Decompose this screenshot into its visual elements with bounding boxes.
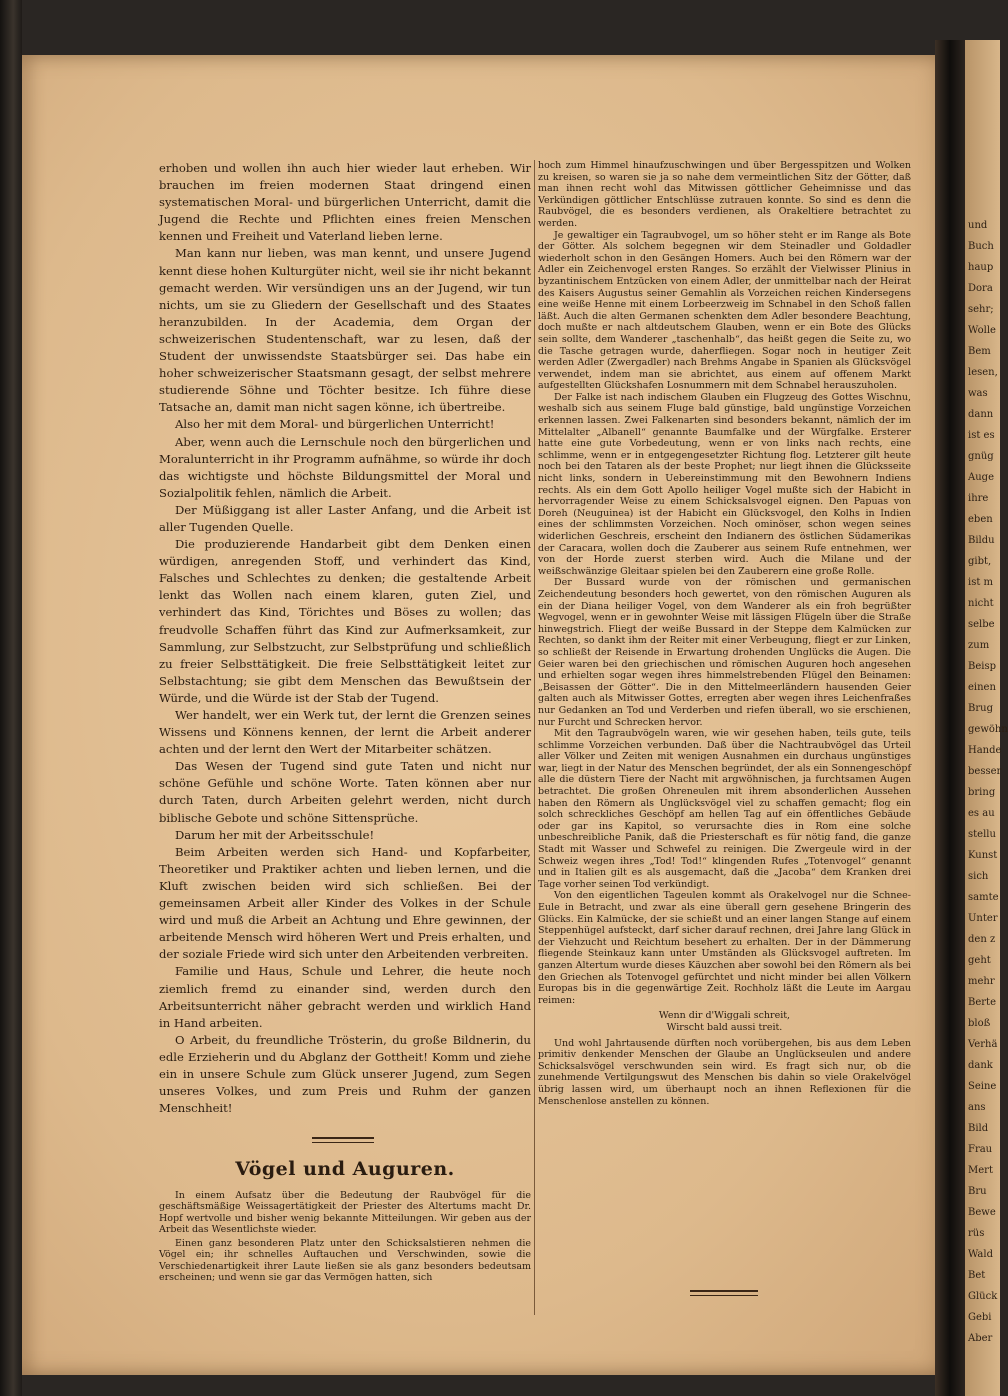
paragraph: Und wohl Jahrtausende dürften noch vorübergehen, bis aus dem Leben primitiv denkender Menschen der Glaube an Unglückseulen und andere Schicksalsvögel verschwunden sein wird. Es fragt sich nur, ob die zunehmende Vertilgungswut des Menschen bis dahin so viele Orakelvögel übrig lassen wird, um überhaupt noch an ihnen Reflexionen für die Menschenlose anstellen zu können.	[538, 1037, 911, 1107]
column-divider	[534, 160, 535, 1315]
right-column	[538, 160, 911, 1107]
adjacent-page-fragment: den z	[968, 934, 996, 945]
adjacent-page-fragment: lesen,	[968, 367, 998, 378]
adjacent-page-fragment: ist m	[968, 577, 994, 588]
paragraph: Aber, wenn auch die Lernschule noch den bürgerlichen und Moralunterricht in ihr Programm aufnähme, so würde ihr doch das wichtigste und höchste Bildungsmittel der Moral und Sozialpolitik fehlen, nämlich die Arbeit.	[159, 434, 531, 500]
adjacent-page-fragment: samte	[968, 892, 999, 903]
adjacent-page-fragment: Berte	[968, 997, 996, 1008]
left-column	[159, 160, 531, 1117]
adjacent-page-fragment: stellu	[968, 829, 996, 840]
adjacent-page-fragment: mehr	[968, 976, 995, 987]
adjacent-page-fragment: und	[968, 220, 988, 231]
adjacent-page-fragment: dank	[968, 1060, 993, 1071]
adjacent-page-fragment: Bild	[968, 1123, 989, 1134]
paragraph: Der Bussard wurde von der römischen und germanischen Zeichendeutung besonders hoch gewertet, von den römischen Auguren als ein der Diana heiliger Vogel, von dem Wanderer als ein froh begrüßter Wegvogel, wenn er in gewohnter Weise mit lässigen Flügeln über die Straße hinwegstrich. Fliegt der weiße Bussard in der Steppe dem Kalmücken zur Rechten, so dankt ihm der Reiter mit einer Verbeugung, fliegt er zur Linken, so schließt der Reisende in Erwartung drohenden Unglücks die Augen. Die Geier waren bei den griechischen und römischen Auguren hoch angesehen und erhielten sogar wegen ihres himmelstrebenden Flügel den Beinamen: „Beisassen der Götter“. Die in den Mittelmeerländern hausenden Geier galten auch als Mitwisser Gottes, erregten aber wegen ihres Leichenfraßes nur Gedanken an Tod und Verderben und riefen überall, wo sie erschienen, nur Furcht und Schrecken hervor.	[538, 577, 911, 728]
adjacent-page-fragment: gewöhn	[968, 724, 1008, 735]
adjacent-page-fragment: bring	[968, 787, 996, 798]
section-divider	[312, 1137, 374, 1143]
adjacent-page-fragment: haup	[968, 262, 994, 273]
paragraph: Wer handelt, wer ein Werk tut, der lernt die Grenzen seines Wissens und Könnens kennen, der lernt die Arbeit anderer achten und der lernt den Wert der Mitarbeiter schätzen.	[159, 708, 531, 757]
poem-line: Wirscht bald aussi treit.	[666, 1021, 783, 1033]
paragraph: Familie und Haus, Schule und Lehrer, die heute noch ziemlich fremd zu einander sind, werden durch den Arbeitsunterricht näher gebracht werden und wirklich Hand in Hand arbeiten.	[159, 964, 531, 1030]
adjacent-page-fragment: Bet	[968, 1270, 986, 1281]
adjacent-page-fragment: sich	[968, 871, 989, 882]
article-title: Vögel und Auguren.	[235, 1158, 455, 1180]
adjacent-page-fragment: Buch	[968, 241, 994, 252]
adjacent-page-fragment: Bewe	[968, 1207, 996, 1218]
adjacent-page-fragment: Bru	[968, 1186, 987, 1197]
adjacent-page-fragment: Brug	[968, 703, 993, 714]
paragraph: Einen ganz besonderen Platz unter den Schicksalstieren nehmen die Vögel ein; ihr schnelles Auftauchen und Verschwinden, sowie die Verschiedenartigkeit ihrer Laute ließen sie als ganz besonders bedeutsam erscheinen; und wenn sie gar das Vermögen hatten, sich	[159, 1238, 531, 1284]
adjacent-page-fragment: Seine	[968, 1081, 997, 1092]
adjacent-page-fragment: zum	[968, 640, 990, 651]
adjacent-page-fragment: was	[968, 388, 988, 399]
adjacent-page-fragment: es au	[968, 808, 995, 819]
paragraph: Die produzierende Handarbeit gibt dem Denken einen würdigen, anregenden Stoff, und verhindert das Kind, Falsches und Schlechtes zu denken; die gestaltende Arbeit lenkt das Wollen nach einem klaren, guten Ziel, und verhindert das Kind, Törichtes und Böses zu wollen; das freudvolle Schaffen führt das Kind zur Aufmerksamkeit, zur Sammlung, zur Selbstzucht, zur Selbstprüfung und schließlich zu freier Selbsttätigkeit. Die freie Selbsttätigkeit leitet zur Selbstachtung; sie gibt dem Menschen das Bewußtsein der Würde, und die Würde ist der Stab der Tugend.	[159, 537, 531, 705]
paragraph: Das Wesen der Tugend sind gute Taten und nicht nur schöne Gefühle und schöne Worte. Taten können aber nur durch Taten, durch Arbeiten gelehrt werden, nicht durch biblische Gebote und schöne Sittensprüche.	[159, 759, 531, 825]
adjacent-page-fragment: ans	[968, 1102, 986, 1113]
adjacent-page-fragment: gnüg	[968, 451, 994, 462]
adjacent-page-fragment: Verhä	[968, 1039, 998, 1050]
paragraph: Also her mit dem Moral- und bürgerlichen Unterricht!	[175, 417, 495, 432]
adjacent-page-fragment: sehr;	[968, 304, 994, 315]
adjacent-page-fragment: besser	[968, 766, 1002, 777]
adjacent-page-fragment: ihre	[968, 493, 989, 504]
adjacent-page-fragment: Hande	[968, 745, 1002, 756]
adjacent-page-fragment: Beisp	[968, 661, 996, 672]
paragraph: Der Müßiggang ist aller Laster Anfang, und die Arbeit ist aller Tugenden Quelle.	[159, 502, 531, 534]
adjacent-page-fragment: Wolle	[968, 325, 996, 336]
paragraph: Man kann nur lieben, was man kennt, und unsere Jugend kennt diese hohen Kulturgüter nicht, weil sie ihr nicht bekannt gemacht werden. Wir versündigen uns an der Jugend, wir tun nichts, um sie zu Gliedern der Gesellschaft und des Staates heranzubilden. In der Academia, dem Organ der schweizerischen Studentenschaft, war zu lesen, daß der Student der unwissendste Staatsbürger sei. Das habe ein hoher schweizerischer Staatsmann gesagt, der selbst mehrere studierende Söhne und Töchter besitze. Ich führe diese Tatsache an, damit man nicht sagen könne, ich übertreibe.	[159, 246, 531, 415]
paragraph: Von den eigentlichen Tageulen kommt als Orakelvogel nur die Schnee-Eule in Betracht, und zwar als eine überall gern gesehene Bringerin des Glücks. Ein Kalmücke, der sie schießt und an einer langen Stange auf einem Steppenhügel aufsteckt, darf sicher darauf rechnen, drei Jahre lang Glück in der Viehzucht und Reichtum besehert zu erhalten. Der in der Dämmerung fliegende Steinkauz kann unter Umständen als Glücksvogel auftreten. Im ganzen Altertum wurde dieses Käuzchen aber sowohl bei den Römern als bei den Griechen als Totenvogel gefürchtet und nicht minder bei allen Völkern Europas bis in die gegenwärtige Zeit. Rochholz läßt die Leute im Aargau reimen:	[538, 890, 911, 1006]
adjacent-page-fragment: Mert	[968, 1165, 993, 1176]
poem-line: Wenn dir d'Wiggali schreit,	[658, 1010, 791, 1022]
adjacent-page-fragment: einen	[968, 682, 996, 693]
paragraph: In einem Aufsatz über die Bedeutung der Raubvögel für die geschäftsmäßige Weissagertätigkeit der Priester des Altertums macht Dr. Hopf wertvolle und bisher wenig bekannte Mitteilungen. Wir geben aus der Arbeit das Wesentlichste wieder.	[159, 1190, 531, 1235]
adjacent-page-edge	[965, 40, 1008, 1396]
adjacent-page-fragment: bloß	[968, 1018, 991, 1029]
poem	[538, 1010, 911, 1033]
adjacent-page-fragment: Frau	[968, 1144, 993, 1155]
adjacent-page-fragment: rüs	[968, 1228, 985, 1239]
paragraph: O Arbeit, du freundliche Trösterin, du große Bildnerin, du edle Erzieherin und du Abglanz der Gottheit! Komm und ziehe ein in unsere Schule zum Glück unserer Jugend, zum Segen unseres Volkes, und zum Preis und Ruhm der ganzen Menschheit!	[159, 1032, 531, 1116]
adjacent-page-fragment: Bem	[968, 346, 991, 357]
adjacent-page-fragment: geht	[968, 955, 991, 966]
adjacent-page-fragment: dann	[968, 409, 994, 420]
book-gutter	[935, 40, 965, 1396]
adjacent-page-fragment: ist es	[968, 430, 995, 441]
adjacent-page-fragment: nicht	[968, 598, 994, 609]
adjacent-page-fragment: eben	[968, 514, 993, 525]
paragraph: Darum her mit der Arbeitsschule!	[175, 827, 375, 842]
paragraph: Der Falke ist nach indischem Glauben ein Flugzeug des Gottes Wischnu, weshalb sich aus seinem Fluge bald günstige, bald ungünstige Vorzeichen erkennen lassen. Zwei Falkenarten sind besonders bekannt, nämlich der im Mittelalter „Albanell“ genannte Baumfalke und der Würgfalke. Ersterer hatte eine gute Vorbedeutung, wenn er von links nach rechts, eine schlimme, wenn er in entgegengesetzter Richtung flog. Letzterer gilt heute noch bei den Tataren als der beste Prophet; nur liegt ihnen die Glücksseite nicht links, sondern in Uebereinstimmung mit den Bewohnern Indiens rechts. Als ein dem Gott Apollo heiliger Vogel mußte sich der Habicht in hervorragender Weise zu einem Schicksalsvogel eignen. Den Papuas von Doreh (Neuguinea) ist der Habicht ein Glücksvogel, den Kolhs in Indien eines der schlimmsten Vorzeichen. Noch ominöser, schon wegen seines widerlichen Geschreis, erscheint den Indianern des östlichen Südamerikas der Caracara, wollen doch die Zauberer aus seinem Rufe entnehmen, wer von der Horde zuerst sterben wird. Auch die Milane und der weißschwänzige Gleitaar spielen bei den Zauberern eine große Rolle.	[538, 391, 911, 577]
adjacent-page-fragment: selbe	[968, 619, 995, 630]
adjacent-page-fragment: Dora	[968, 283, 993, 294]
paragraph: erhoben und wollen ihn auch hier wieder laut erheben. Wir brauchen im freien modernen Staat dringend einen systematischen Moral- und bürgerlichen Unterricht, damit die Jugend die Rechte und Pflichten eines freien Menschen kennen und Freiheit und Vaterland lieben lerne.	[159, 161, 531, 244]
adjacent-page-fragment: Glück	[968, 1291, 998, 1302]
adjacent-page-fragment: Aber	[968, 1333, 993, 1344]
adjacent-page-fragment: Gebi	[968, 1312, 992, 1323]
paragraph: Je gewaltiger ein Tagraubvogel, um so höher steht er im Range als Bote der Götter. Als solchem begegnen wir dem Steinadler und Goldadler wiederholt schon in den Gesängen Homers. Auch bei den Römern war der Adler ein Zeichenvogel ersten Ranges. So erzählt der Vielwisser Plinius in byzantinischem Entzücken von einem Adler, der unmittelbar nach der Heirat des Kaisers Augustus seiner Gemahlin als Vorzeichen reichen Kindersegens eine weiße Henne mit einem Lorbeerzweig im Schnabel in den Schoß fallen läßt. Auch die alten Germanen schenkten dem Adler besondere Beachtung, doch mußte er nach altdeutschem Glauben, wenn er ein Bote des Glücks sein sollte, dem Wanderer „taschenhalb“, das heißt gegen die Seite zu, wo die Tasche getragen wurde, daherfliegen. Sogar noch in heutiger Zeit werden Adler (Zwergadler) nach Brehms Angabe in Spanien als Glücksvögel verwendet, indem man sie abrichtet, aus einem auf offenem Markt aufgestellten Glückshafen Losnummern mit dem Schnabel herauszuholen.	[538, 229, 911, 392]
paragraph: hoch zum Himmel hinaufzuschwingen und über Bergesspitzen und Wolken zu kreisen, so waren sie ja so nahe dem vermeintlichen Sitz der Götter, daß man ihnen recht wohl das Mitwissen göttlicher Geheimnisse und das Verkündigen göttlicher Entschlüsse zutrauen konnte. So sind es denn die Raubvögel, die es besonders verdienen, als Orakeltiere betrachtet zu werden.	[538, 160, 911, 229]
paragraph: Beim Arbeiten werden sich Hand- und Kopfarbeiter, Theoretiker und Praktiker achten und lieben lernen, und die Kluft zwischen beiden wird sich schließen. Bei der gemeinsamen Arbeit aller Kinder des Volkes in der Schule wird und muß die Arbeit an Achtung und Ehre gewinnen, der arbeitende Mensch wird höheren Wert und Preis erhalten, und der soziale Friede wird sich unter den Arbeitenden verbreiten.	[159, 844, 531, 962]
adjacent-page-fragment: gibt,	[968, 556, 992, 567]
end-divider	[690, 1290, 758, 1296]
book-binding	[0, 0, 22, 1396]
paragraph: Mit den Tagraubvögeln waren, wie wir gesehen haben, teils gute, teils schlimme Vorzeichen verbunden. Daß über die Nachtraubvögel das Urteil aller Völker und Zeiten mit wenigen Ausnahmen ein durchaus ungünstiges war, liegt in der Natur des Menschen begründet, der als ein Sonnengeschöpf alle die düstern Tiere der Nacht mit argwöhnischen, ja furchtsamen Augen betrachtet. Die großen Ohreneulen mit ihrem absonderlichen Aussehen haben den Römern als Unglücksvögel viel zu schaffen gemacht; flog ein solch schreckliches Geschöpf am hellen Tag auf ein öffentliches Gebäude oder gar ins Kapitol, so verursachte dies in Rom eine solche unbeschreibliche Panik, daß die Priesterschaft es für nötig fand, die ganze Stadt mit Wasser und Schwefel zu reinigen. Die Zwergeule wird in der Schweiz wegen ihres „Tod! Tod!“ klingenden Rufes „Totenvogel“ genannt und in Italien gilt es als ausgemacht, daß die „Jacoba“ dem Kranken drei Tage vorher seinen Tod verkündigt.	[538, 728, 911, 890]
adjacent-page-fragment: Bildu	[968, 535, 995, 546]
adjacent-page-fragment: Wald	[968, 1249, 993, 1260]
adjacent-page-fragment: Unter	[968, 913, 998, 924]
article-intro	[159, 1190, 531, 1286]
adjacent-page-fragment: Auge	[968, 472, 994, 483]
adjacent-page-fragment: Kunst	[968, 850, 998, 861]
